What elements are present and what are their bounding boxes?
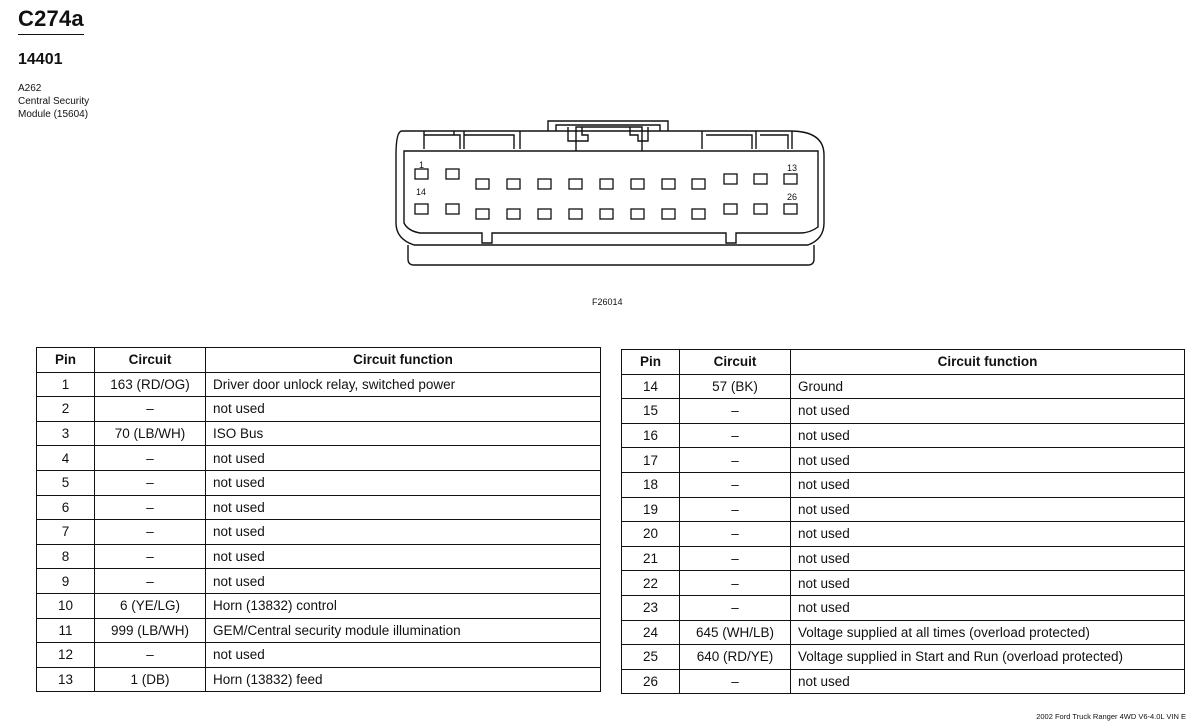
- function-cell: not used: [206, 495, 601, 520]
- function-cell: not used: [791, 546, 1185, 571]
- function-cell: Ground: [791, 374, 1185, 399]
- connector-diagram: [390, 115, 830, 275]
- function-cell: Horn (13832) feed: [206, 667, 601, 692]
- vehicle-footer: 2002 Ford Truck Ranger 4WD V6-4.0L VIN E: [1036, 712, 1186, 721]
- pin-cell: 5: [37, 470, 95, 495]
- pin-cell: 14: [622, 374, 680, 399]
- module-info: [18, 82, 89, 121]
- table-row: [622, 472, 1185, 497]
- table-row: [37, 421, 601, 446]
- table-row: [622, 423, 1185, 448]
- circuit-cell: 999 (LB/WH): [95, 618, 206, 643]
- table-row: [37, 372, 601, 397]
- table-row: [37, 520, 601, 545]
- part-number: 14401: [18, 51, 63, 68]
- pin-label-1: 1: [419, 160, 425, 170]
- table-row: [37, 446, 601, 471]
- circuit-cell: –: [680, 522, 791, 547]
- pin-cell: 9: [37, 569, 95, 594]
- title-underline: [18, 34, 84, 35]
- circuit-cell: –: [95, 569, 206, 594]
- pin-cell: 16: [622, 423, 680, 448]
- pinout-table-right: [621, 349, 1185, 694]
- circuit-cell: –: [680, 669, 791, 694]
- pin-cell: 7: [37, 520, 95, 545]
- table-row: [37, 618, 601, 643]
- connector-body-outline: [396, 131, 824, 265]
- circuit-cell: –: [95, 470, 206, 495]
- circuit-cell: –: [95, 446, 206, 471]
- connector-title: C274a: [18, 6, 84, 31]
- latch-right: [702, 131, 792, 149]
- pin-cell: 24: [622, 620, 680, 645]
- latch-left: [424, 131, 520, 149]
- module-code: A262: [18, 83, 42, 94]
- circuit-cell: –: [95, 544, 206, 569]
- circuit-cell: 645 (WH/LB): [680, 620, 791, 645]
- table-row: [622, 399, 1185, 424]
- function-cell: Driver door unlock relay, switched power: [206, 372, 601, 397]
- circuit-cell: –: [680, 571, 791, 596]
- function-cell: not used: [791, 669, 1185, 694]
- pin-cell: 10: [37, 593, 95, 618]
- function-cell: not used: [206, 397, 601, 422]
- pin-column-header: Pin: [622, 350, 680, 375]
- function-cell: Voltage supplied in Start and Run (overload protected): [791, 645, 1185, 670]
- table-row: [37, 593, 601, 618]
- pin-cell: 18: [622, 472, 680, 497]
- circuit-cell: –: [680, 595, 791, 620]
- pin-cell: 19: [622, 497, 680, 522]
- function-cell: Horn (13832) control: [206, 593, 601, 618]
- function-cell: not used: [206, 643, 601, 668]
- pin-cell: 12: [37, 643, 95, 668]
- circuit-cell: –: [95, 643, 206, 668]
- pin-cell: 22: [622, 571, 680, 596]
- circuit-cell: 163 (RD/OG): [95, 372, 206, 397]
- pin-cavities: [415, 169, 797, 219]
- pin-cell: 4: [37, 446, 95, 471]
- table-row: [622, 374, 1185, 399]
- pin-label-13: 13: [787, 163, 798, 173]
- table-body: [622, 374, 1185, 694]
- module-name-line2: Module (15604): [18, 109, 89, 120]
- table-row: [622, 546, 1185, 571]
- pin-label-14: 14: [416, 187, 427, 197]
- table-row: [37, 544, 601, 569]
- circuit-cell: 1 (DB): [95, 667, 206, 692]
- function-cell: GEM/Central security module illumination: [206, 618, 601, 643]
- table-row: [37, 495, 601, 520]
- pin-cell: 8: [37, 544, 95, 569]
- center-lock-tab: [548, 121, 668, 151]
- pinout-table-left: [36, 347, 601, 692]
- pin-number-labels: [416, 160, 797, 202]
- pin-cell: 20: [622, 522, 680, 547]
- function-cell: not used: [791, 448, 1185, 473]
- function-cell: Voltage supplied at all times (overload protected): [791, 620, 1185, 645]
- function-cell: not used: [206, 446, 601, 471]
- circuit-cell: 640 (RD/YE): [680, 645, 791, 670]
- pin-cell: 23: [622, 595, 680, 620]
- pin-cell: 11: [37, 618, 95, 643]
- table-row: [622, 620, 1185, 645]
- circuit-cell: 6 (YE/LG): [95, 593, 206, 618]
- figure-code: F26014: [592, 297, 623, 307]
- table-row: [622, 595, 1185, 620]
- pin-cell: 3: [37, 421, 95, 446]
- function-cell: not used: [791, 522, 1185, 547]
- function-cell: not used: [791, 423, 1185, 448]
- circuit-cell: –: [95, 397, 206, 422]
- circuit-cell: 57 (BK): [680, 374, 791, 399]
- function-cell: not used: [791, 595, 1185, 620]
- function-cell: not used: [791, 472, 1185, 497]
- function-cell: not used: [206, 569, 601, 594]
- pin-cell: 21: [622, 546, 680, 571]
- circuit-cell: –: [95, 520, 206, 545]
- table-row: [37, 667, 601, 692]
- function-cell: not used: [791, 571, 1185, 596]
- circuit-cell: –: [680, 472, 791, 497]
- table-row: [622, 448, 1185, 473]
- table-row: [37, 569, 601, 594]
- table-row: [37, 470, 601, 495]
- circuit-column-header: Circuit: [95, 348, 206, 373]
- function-column-header: Circuit function: [206, 348, 601, 373]
- function-cell: not used: [791, 497, 1185, 522]
- table-header-row: [37, 348, 601, 373]
- circuit-cell: –: [680, 399, 791, 424]
- pin-label-26: 26: [787, 192, 798, 202]
- function-cell: not used: [206, 470, 601, 495]
- function-column-header: Circuit function: [791, 350, 1185, 375]
- pin-cell: 26: [622, 669, 680, 694]
- pin-cell: 13: [37, 667, 95, 692]
- circuit-cell: –: [680, 497, 791, 522]
- table-row: [622, 571, 1185, 596]
- circuit-cell: –: [680, 423, 791, 448]
- table-row: [622, 522, 1185, 547]
- circuit-cell: –: [95, 495, 206, 520]
- circuit-cell: –: [680, 448, 791, 473]
- circuit-cell: 70 (LB/WH): [95, 421, 206, 446]
- function-cell: not used: [206, 520, 601, 545]
- function-cell: not used: [206, 544, 601, 569]
- table-row: [622, 669, 1185, 694]
- table-row: [622, 645, 1185, 670]
- module-name-line1: Central Security: [18, 96, 90, 107]
- table-header-row: [622, 350, 1185, 375]
- pin-cell: 2: [37, 397, 95, 422]
- pin-cell: 6: [37, 495, 95, 520]
- pin-cell: 25: [622, 645, 680, 670]
- table-row: [37, 397, 601, 422]
- circuit-cell: –: [680, 546, 791, 571]
- table-row: [37, 643, 601, 668]
- pin-column-header: Pin: [37, 348, 95, 373]
- function-cell: ISO Bus: [206, 421, 601, 446]
- pin-cell: 1: [37, 372, 95, 397]
- table-row: [622, 497, 1185, 522]
- table-body: [37, 372, 601, 692]
- circuit-column-header: Circuit: [680, 350, 791, 375]
- pin-cell: 17: [622, 448, 680, 473]
- function-cell: not used: [791, 399, 1185, 424]
- pin-cell: 15: [622, 399, 680, 424]
